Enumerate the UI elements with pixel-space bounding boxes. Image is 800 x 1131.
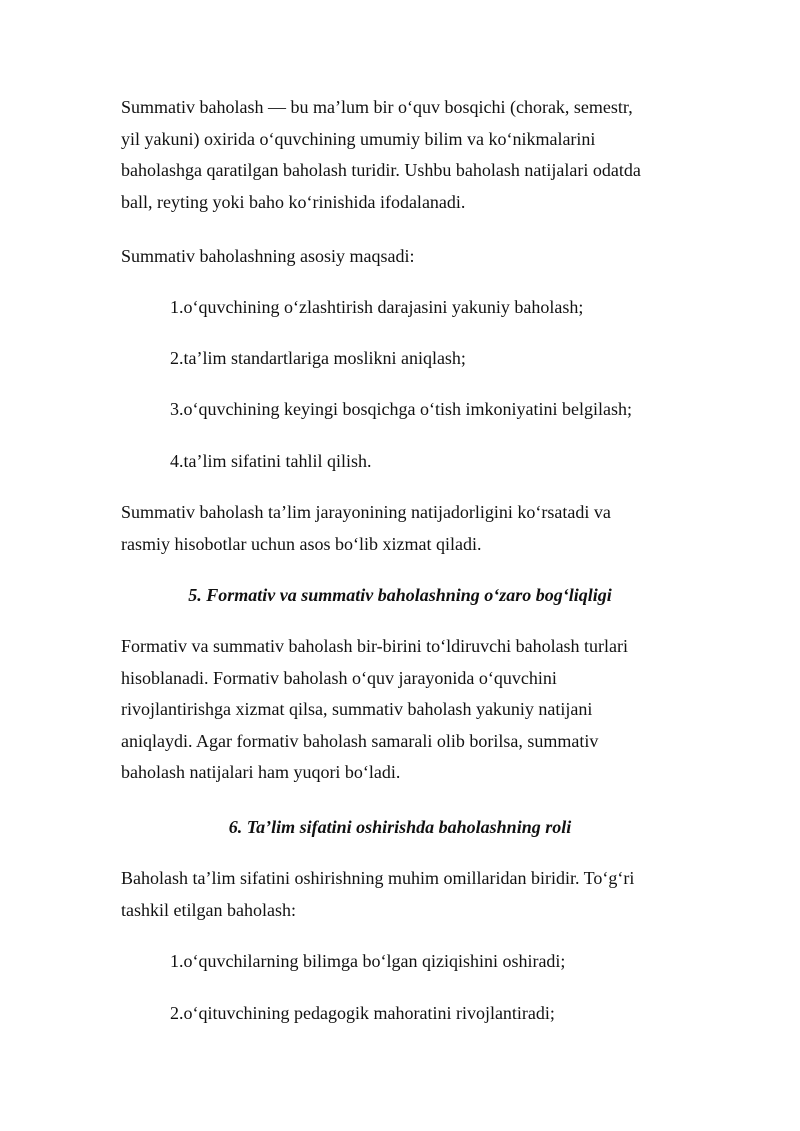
text-line: yil yakuni) oxirida o‘quvchining umumiy bilim va ko‘nikmalarini: [121, 128, 596, 149]
text-line: hisoblanadi. Formativ baholash o‘quv jarayonida o‘quvchini: [121, 667, 557, 688]
section-heading-6: 6. Ta’lim sifatini oshirishda baholashning roli: [228, 817, 572, 837]
paragraph-summativ-definition: [121, 92, 681, 218]
list-item: 1.o‘quvchilarning bilimga bo‘lgan qiziqishini oshiradi;: [170, 951, 566, 971]
text-line: Summativ baholash — bu ma’lum bir o‘quv bosqichi (chorak, semestr,: [121, 97, 633, 117]
text-line: rivojlantirishga xizmat qilsa, summativ baholash yakuniy natijani: [121, 699, 593, 719]
text-line: Baholash ta’lim sifatini oshirishning muhim omillaridan biridir. To‘g‘ri: [121, 868, 635, 888]
list-item: 3.o‘quvchining keyingi bosqichga o‘tish imkoniyatini belgilash;: [170, 399, 632, 419]
text-line: aniqlaydi. Agar formativ baholash samarali olib borilsa, summativ: [121, 730, 599, 751]
text-line: Summativ baholash ta’lim jarayonining natijadorligini ko‘rsatadi va: [121, 502, 611, 522]
text-line: rasmiy hisobotlar uchun asos bo‘lib xizmat qiladi.: [121, 533, 482, 554]
text-line: baholash natijalari ham yuqori bo‘ladi.: [121, 762, 401, 782]
text-line: ball, reyting yoki baho ko‘rinishida ifodalanadi.: [121, 191, 466, 212]
paragraph-formativ-summativ: [121, 631, 681, 789]
text-line: tashkil etilgan baholash:: [121, 899, 296, 920]
paragraph-main-goal-intro: Summativ baholashning asosiy maqsadi:: [121, 246, 415, 266]
text-line: Formativ va summativ baholash bir-birini to‘ldiruvchi baholash turlari: [121, 636, 629, 656]
section-heading-5: 5. Formativ va summativ baholashning o‘zaro bog‘liqligi: [188, 585, 612, 605]
list-item: 2.ta’lim standartlariga moslikni aniqlash;: [170, 348, 466, 368]
list-item: 1.o‘quvchining o‘zlashtirish darajasini yakuniy baholash;: [170, 297, 584, 317]
text-line: baholashga qaratilgan baholash turidir. Ushbu baholash natijalari odatda: [121, 160, 641, 180]
list-item: 4.ta’lim sifatini tahlil qilish.: [170, 451, 372, 471]
paragraph-summativ-result: [121, 497, 681, 560]
paragraph-baholash-role: [121, 863, 681, 926]
list-item: 2.o‘qituvchining pedagogik mahoratini rivojlantiradi;: [170, 1003, 555, 1023]
